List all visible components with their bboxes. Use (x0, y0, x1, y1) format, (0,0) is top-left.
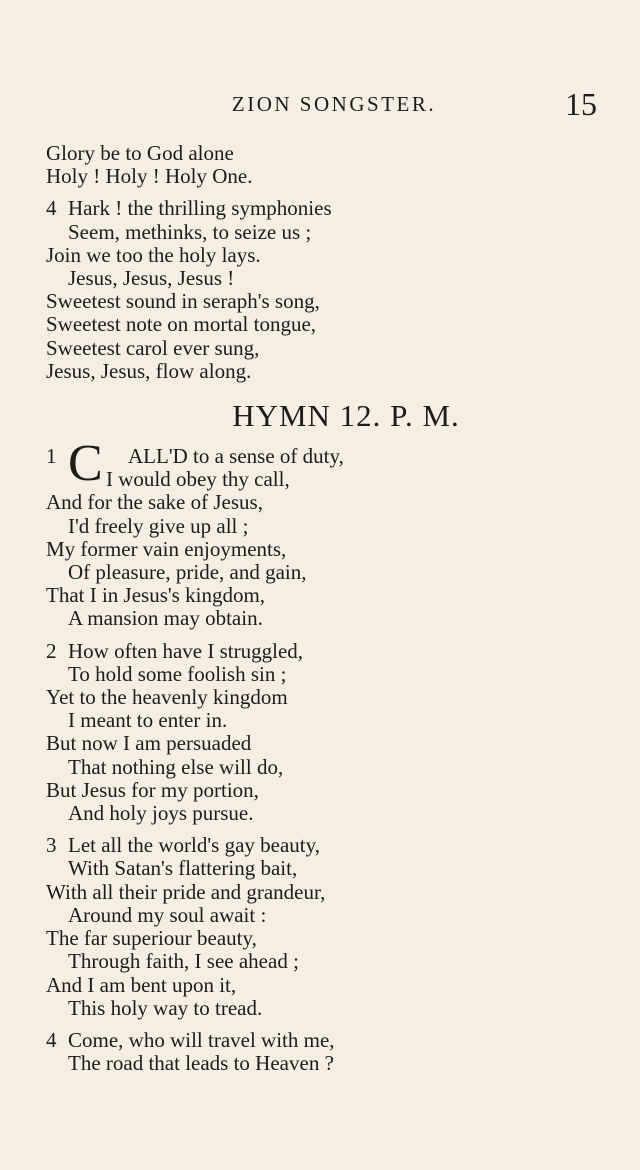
verse-number: 2 (46, 638, 57, 663)
running-title (0, 92, 640, 117)
verse-line: With all their pride and grandeur, (46, 879, 326, 904)
verse-line: My former vain enjoyments, (46, 536, 287, 561)
verse-line: Sweetest note on mortal tongue, (46, 312, 317, 337)
continued-line: Holy ! Holy ! Holy One. (46, 164, 253, 189)
verse-line: A mansion may obtain. (68, 606, 263, 631)
verse-line: And I am bent upon it, (46, 972, 237, 997)
verse-number: 1 (46, 444, 57, 469)
verse-line-text: ALL'D to a sense of duty, (128, 444, 344, 469)
verse-line: Join we too the holy lays. (46, 242, 261, 267)
drop-cap: C (68, 435, 103, 493)
verse-line: This holy way to tread. (68, 995, 263, 1020)
verse-line: The road that leads to Heaven ? (68, 1051, 334, 1076)
verse-line: That I in Jesus's kingdom, (46, 583, 266, 608)
continued-line: Glory be to God alone (46, 141, 234, 165)
verse-line: Around my soul await : (68, 902, 267, 927)
verse-line: Jesus, Jesus, Jesus ! (68, 266, 235, 291)
verse-number: 4 (46, 196, 57, 221)
verse-line: Yet to the heavenly kingdom (46, 685, 288, 710)
page-number: 15 (565, 86, 597, 122)
verse-line: But Jesus for my portion, (46, 777, 259, 802)
verse-line: And for the sake of Jesus, (46, 490, 263, 515)
verse-line: Through faith, I see ahead ; (68, 949, 299, 974)
verse-4-line-1 (46, 197, 606, 220)
verse-line: Sweetest carol ever sung, (46, 335, 260, 360)
hymn-text (46, 142, 606, 1075)
verse-line: I'd freely give up all ; (68, 513, 249, 538)
verse-line-text: How often have I struggled, (68, 638, 304, 663)
verse-line: Seem, methinks, to seize us ; (68, 219, 312, 244)
verse-line: Of pleasure, pride, and gain, (68, 560, 307, 585)
running-title-text: ZION SONGSTER. (231, 92, 437, 116)
verse-line: I would obey thy call, (106, 467, 290, 492)
verse-line: With Satan's flattering bait, (68, 856, 298, 881)
hymn-verse-2-line-1 (46, 640, 606, 663)
verse-number: 3 (46, 833, 57, 858)
verse-line: The far superiour beauty, (46, 926, 257, 951)
verse-line: Jesus, Jesus, flow along. (46, 358, 252, 383)
verse-line: And holy joys pursue. (68, 801, 254, 826)
hymn-verse-3-line-1 (46, 834, 606, 857)
verse-line: I meant to enter in. (68, 708, 228, 733)
verse-line: But now I am persuaded (46, 731, 252, 756)
running-head (0, 86, 640, 122)
verse-line: That nothing else will do, (68, 754, 284, 779)
verse-line-text: Hark ! the thrilling symphonies (68, 196, 332, 221)
verse-number: 4 (46, 1027, 57, 1052)
verse-line: To hold some foolish sin ; (68, 661, 287, 686)
verse-line-text: Come, who will travel with me, (68, 1027, 335, 1052)
verse-line-text: Let all the world's gay beauty, (68, 833, 321, 858)
hymn-verse-4-line-1 (46, 1029, 606, 1052)
verse-line: Sweetest sound in seraph's song, (46, 289, 320, 314)
hymn-heading: HYMN 12. P. M. (232, 398, 460, 434)
